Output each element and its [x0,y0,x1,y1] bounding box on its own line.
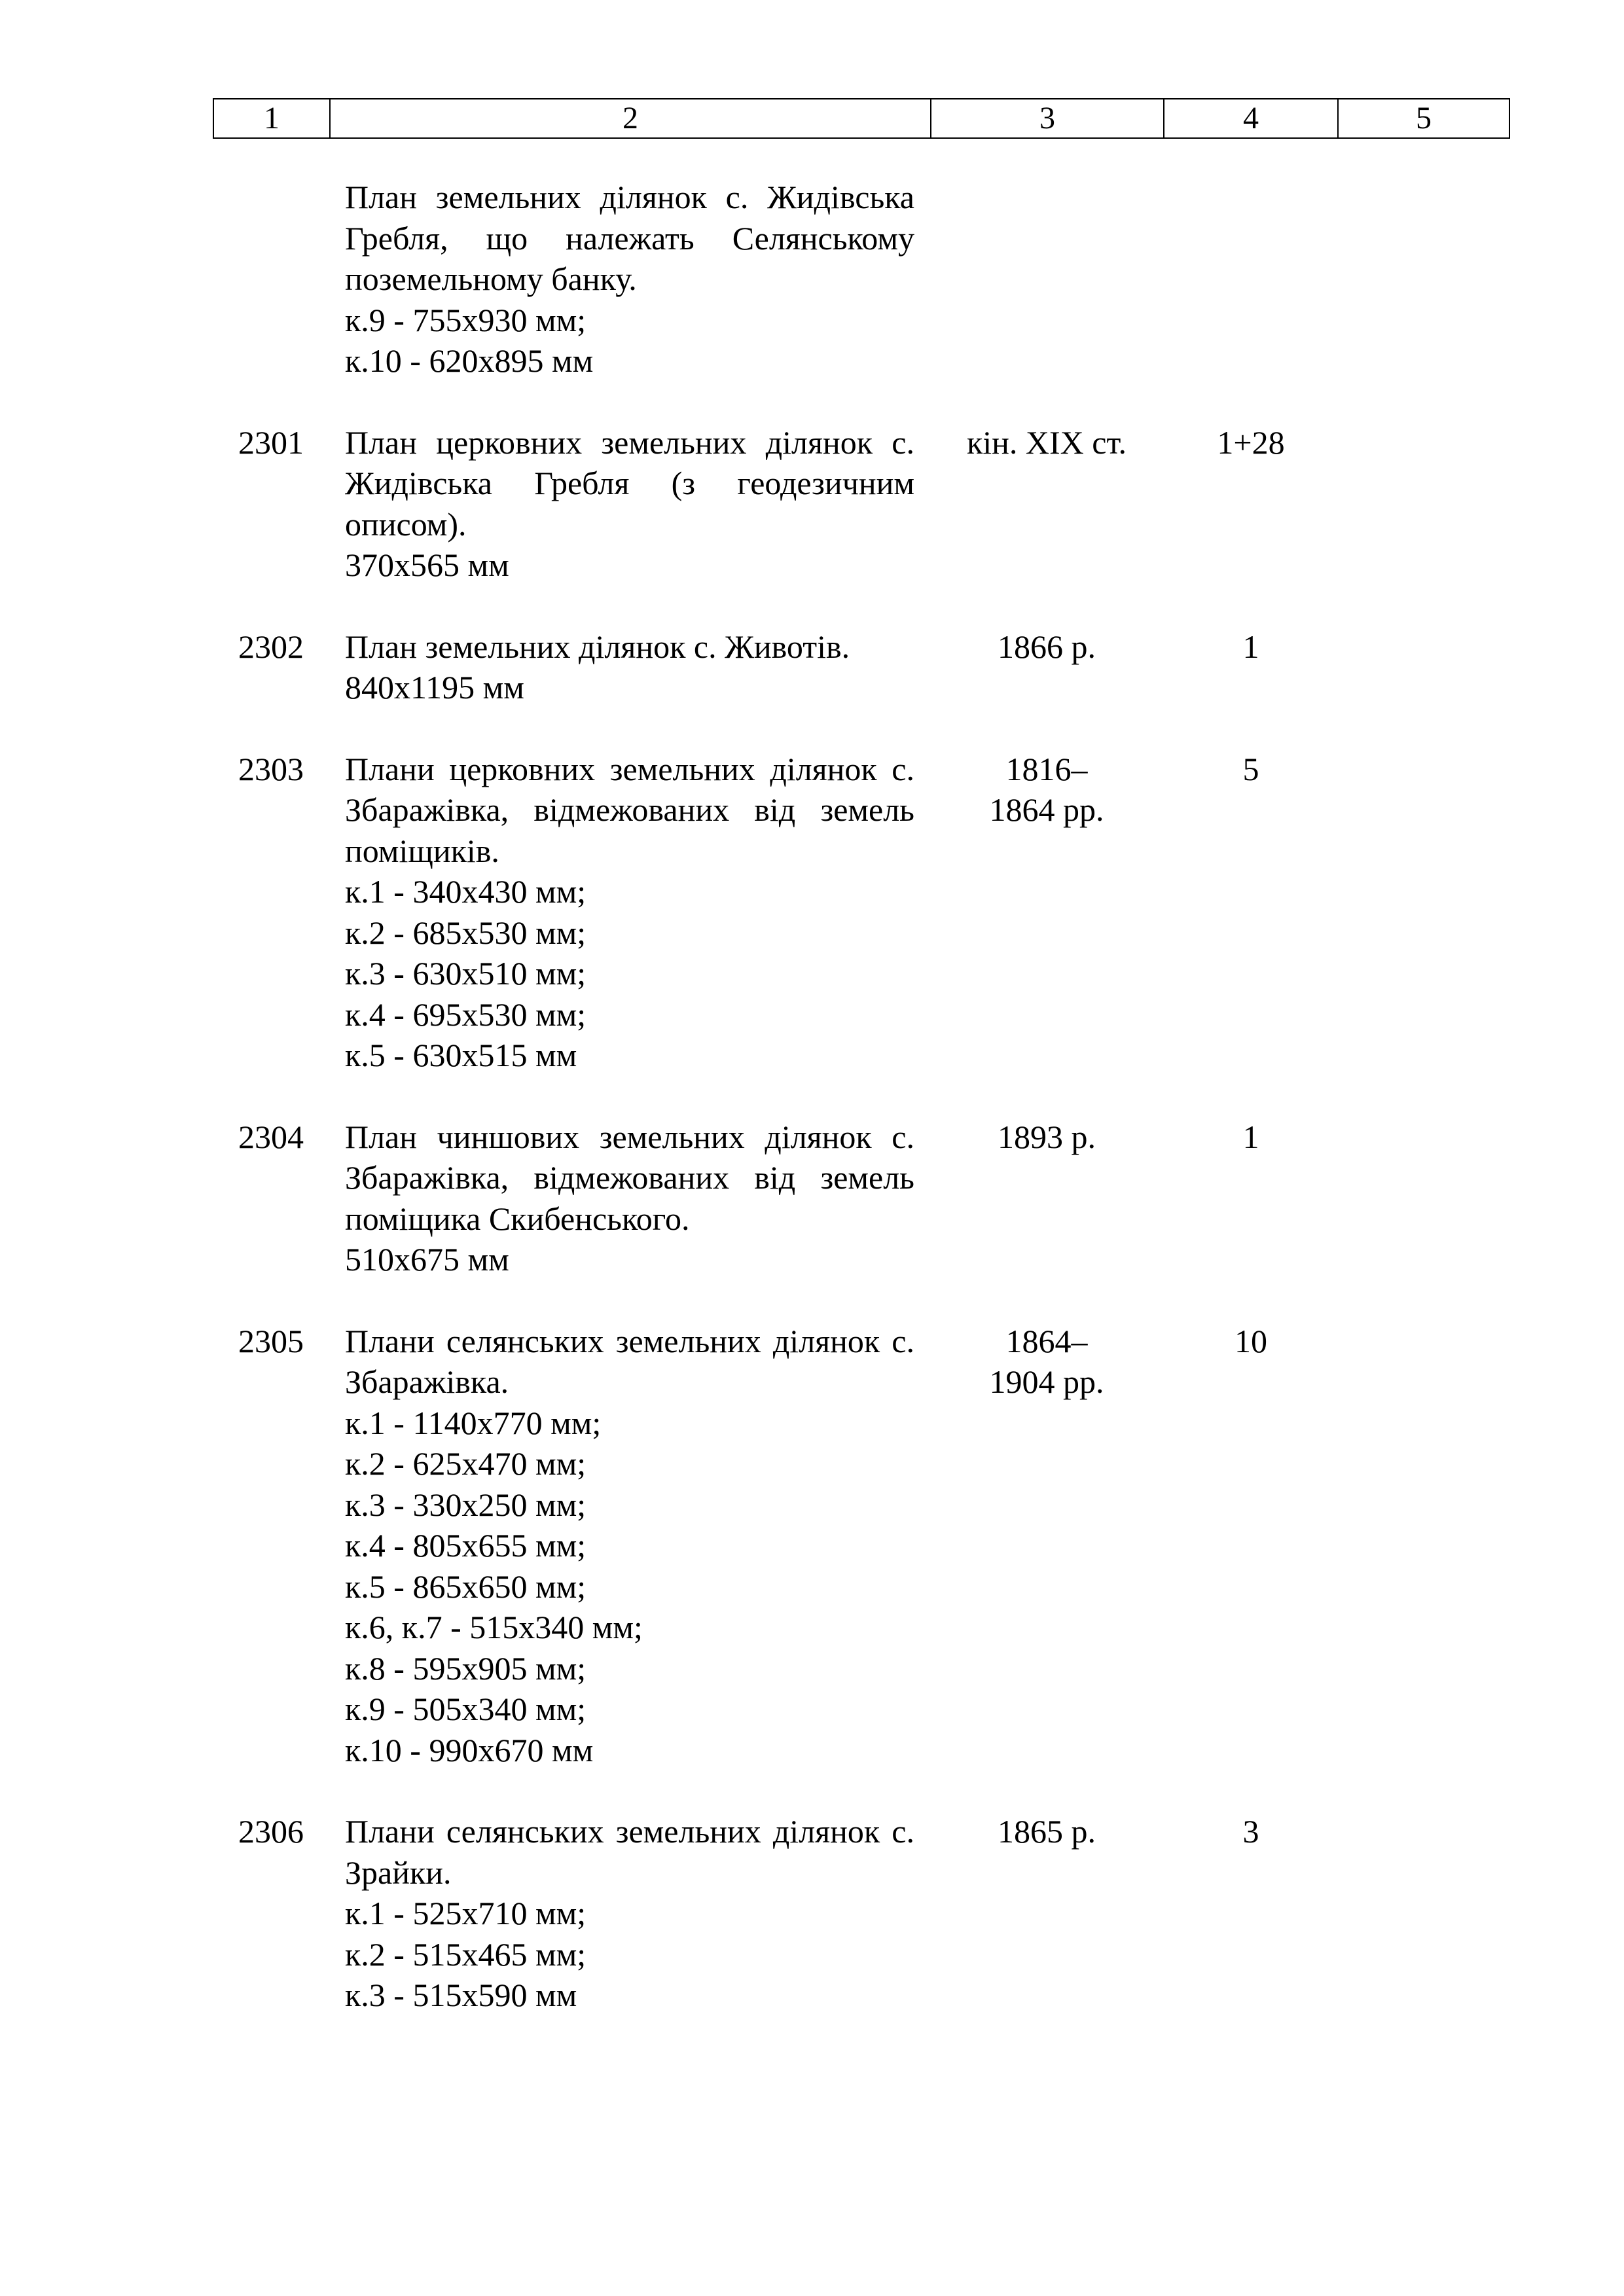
dimension-line: 840х1195 мм [345,669,524,706]
dimension-line: к.3 - 330х250 мм; [345,1486,586,1523]
dimension-line: к.5 - 865х650 мм; [345,1568,586,1605]
entry-title: План церковних земельних ділянок с. Жидівська Гребля (з геодезичним описом). [345,423,914,543]
entry-date-line: 1865 р. [998,1813,1096,1850]
entry-date-line: кін. ХІХ ст. [966,423,1127,461]
dimension-line: к.8 - 595х905 мм; [345,1649,586,1687]
entry-dimensions [345,545,914,586]
dimension-line: к.1 - 1140х770 мм; [345,1404,602,1441]
dimension-line: к.9 - 755х930 мм; [345,301,586,338]
entry-number: 2301 [238,423,304,461]
catalog-entries [0,177,1624,2056]
entry-description [345,626,914,708]
entry-quantity: 1 [1242,628,1259,665]
entry-number: 2304 [238,1118,304,1155]
dimension-line: к.4 - 695х530 мм; [345,996,586,1033]
entry-dimensions [345,1403,914,1771]
entry-date-line: 1864– [1005,1322,1088,1359]
catalog-entry [0,1321,1624,1771]
entry-quantity: 10 [1235,1322,1267,1359]
entry-title: План чиншових земельних ділянок с. Збаражівка, відмежованих від земель поміщика Скибенського. [345,1118,914,1237]
entry-date [933,626,1161,668]
catalog-entry [0,1117,1624,1280]
entry-quantity: 3 [1242,1813,1259,1850]
entry-dimensions [345,871,914,1076]
column-header-3: 3 [931,99,1164,137]
column-header-5: 5 [1416,101,1432,135]
dimension-line: к.2 - 625х470 мм; [345,1445,586,1482]
catalog-entry [0,177,1624,382]
entry-quantity: 1+28 [1217,423,1285,461]
column-header-1: 1 [214,99,331,137]
entry-quantity: 5 [1242,750,1259,787]
entry-date-line: 1864 рр. [989,791,1104,828]
entry-dimensions [345,1239,914,1280]
dimension-line: к.3 - 515х590 мм [345,1977,577,2013]
column-header-2: 2 [331,99,931,137]
column-header-4: 4 [1164,99,1339,137]
catalog-entry [0,749,1624,1076]
dimension-line: к.5 - 630х515 мм [345,1037,577,1073]
column-header-row [213,98,1510,139]
entry-title: Плани селянських земельних ділянок с. Збаражівка. [345,1322,914,1400]
entry-date-line: 1904 рр. [989,1363,1104,1400]
entry-dimensions [345,1893,914,2016]
entry-title: Плани церковних земельних ділянок с. Збаражівка, відмежованих від земель поміщиків. [345,750,914,869]
entry-description [345,1117,914,1280]
dimension-line: к.3 - 630х510 мм; [345,955,586,992]
entry-description [345,177,914,382]
catalog-entry [0,626,1624,708]
dimension-line: к.10 - 620х895 мм [345,342,594,379]
dimension-line: 510х675 мм [345,1241,509,1278]
dimension-line: к.1 - 340х430 мм; [345,873,586,910]
entry-date [933,1811,1161,1852]
entry-date [933,422,1161,463]
entry-dimensions [345,667,914,708]
entry-number: 2305 [238,1322,304,1359]
entry-description [345,1321,914,1771]
entry-title: План земельних ділянок с. Жидівська Гребля, що належать Селянському поземельному банку. [345,179,914,297]
entry-date [933,749,1161,831]
entry-number: 2306 [238,1813,304,1850]
dimension-line: к.1 - 525х710 мм; [345,1895,586,1931]
entry-date-line: 1816– [1005,750,1088,787]
catalog-entry [0,1811,1624,2016]
entry-number: 2302 [238,628,304,665]
entry-title: План земельних ділянок с. Животів. [345,628,850,665]
dimension-line: к.9 - 505х340 мм; [345,1691,586,1727]
entry-number: 2303 [238,750,304,787]
entry-description [345,749,914,1076]
entry-dimensions [345,300,914,382]
entry-date-line: 1866 р. [998,628,1096,665]
dimension-line: к.2 - 685х530 мм; [345,914,586,951]
entry-date [933,1117,1161,1158]
entry-description [345,1811,914,2016]
dimension-line: к.2 - 515х465 мм; [345,1935,586,1973]
entry-date [933,1321,1161,1403]
entry-title: Плани селянських земельних ділянок с. Зрайки. [345,1813,914,1891]
entry-date-line: 1893 р. [998,1118,1096,1155]
dimension-line: 370х565 мм [345,547,509,583]
dimension-line: к.4 - 805х655 мм; [345,1527,586,1564]
dimension-line: к.10 - 990х670 мм [345,1731,594,1768]
entry-quantity: 1 [1242,1118,1259,1155]
dimension-line: к.6, к.7 - 515х340 мм; [345,1609,643,1645]
entry-description [345,422,914,586]
catalog-entry [0,422,1624,586]
